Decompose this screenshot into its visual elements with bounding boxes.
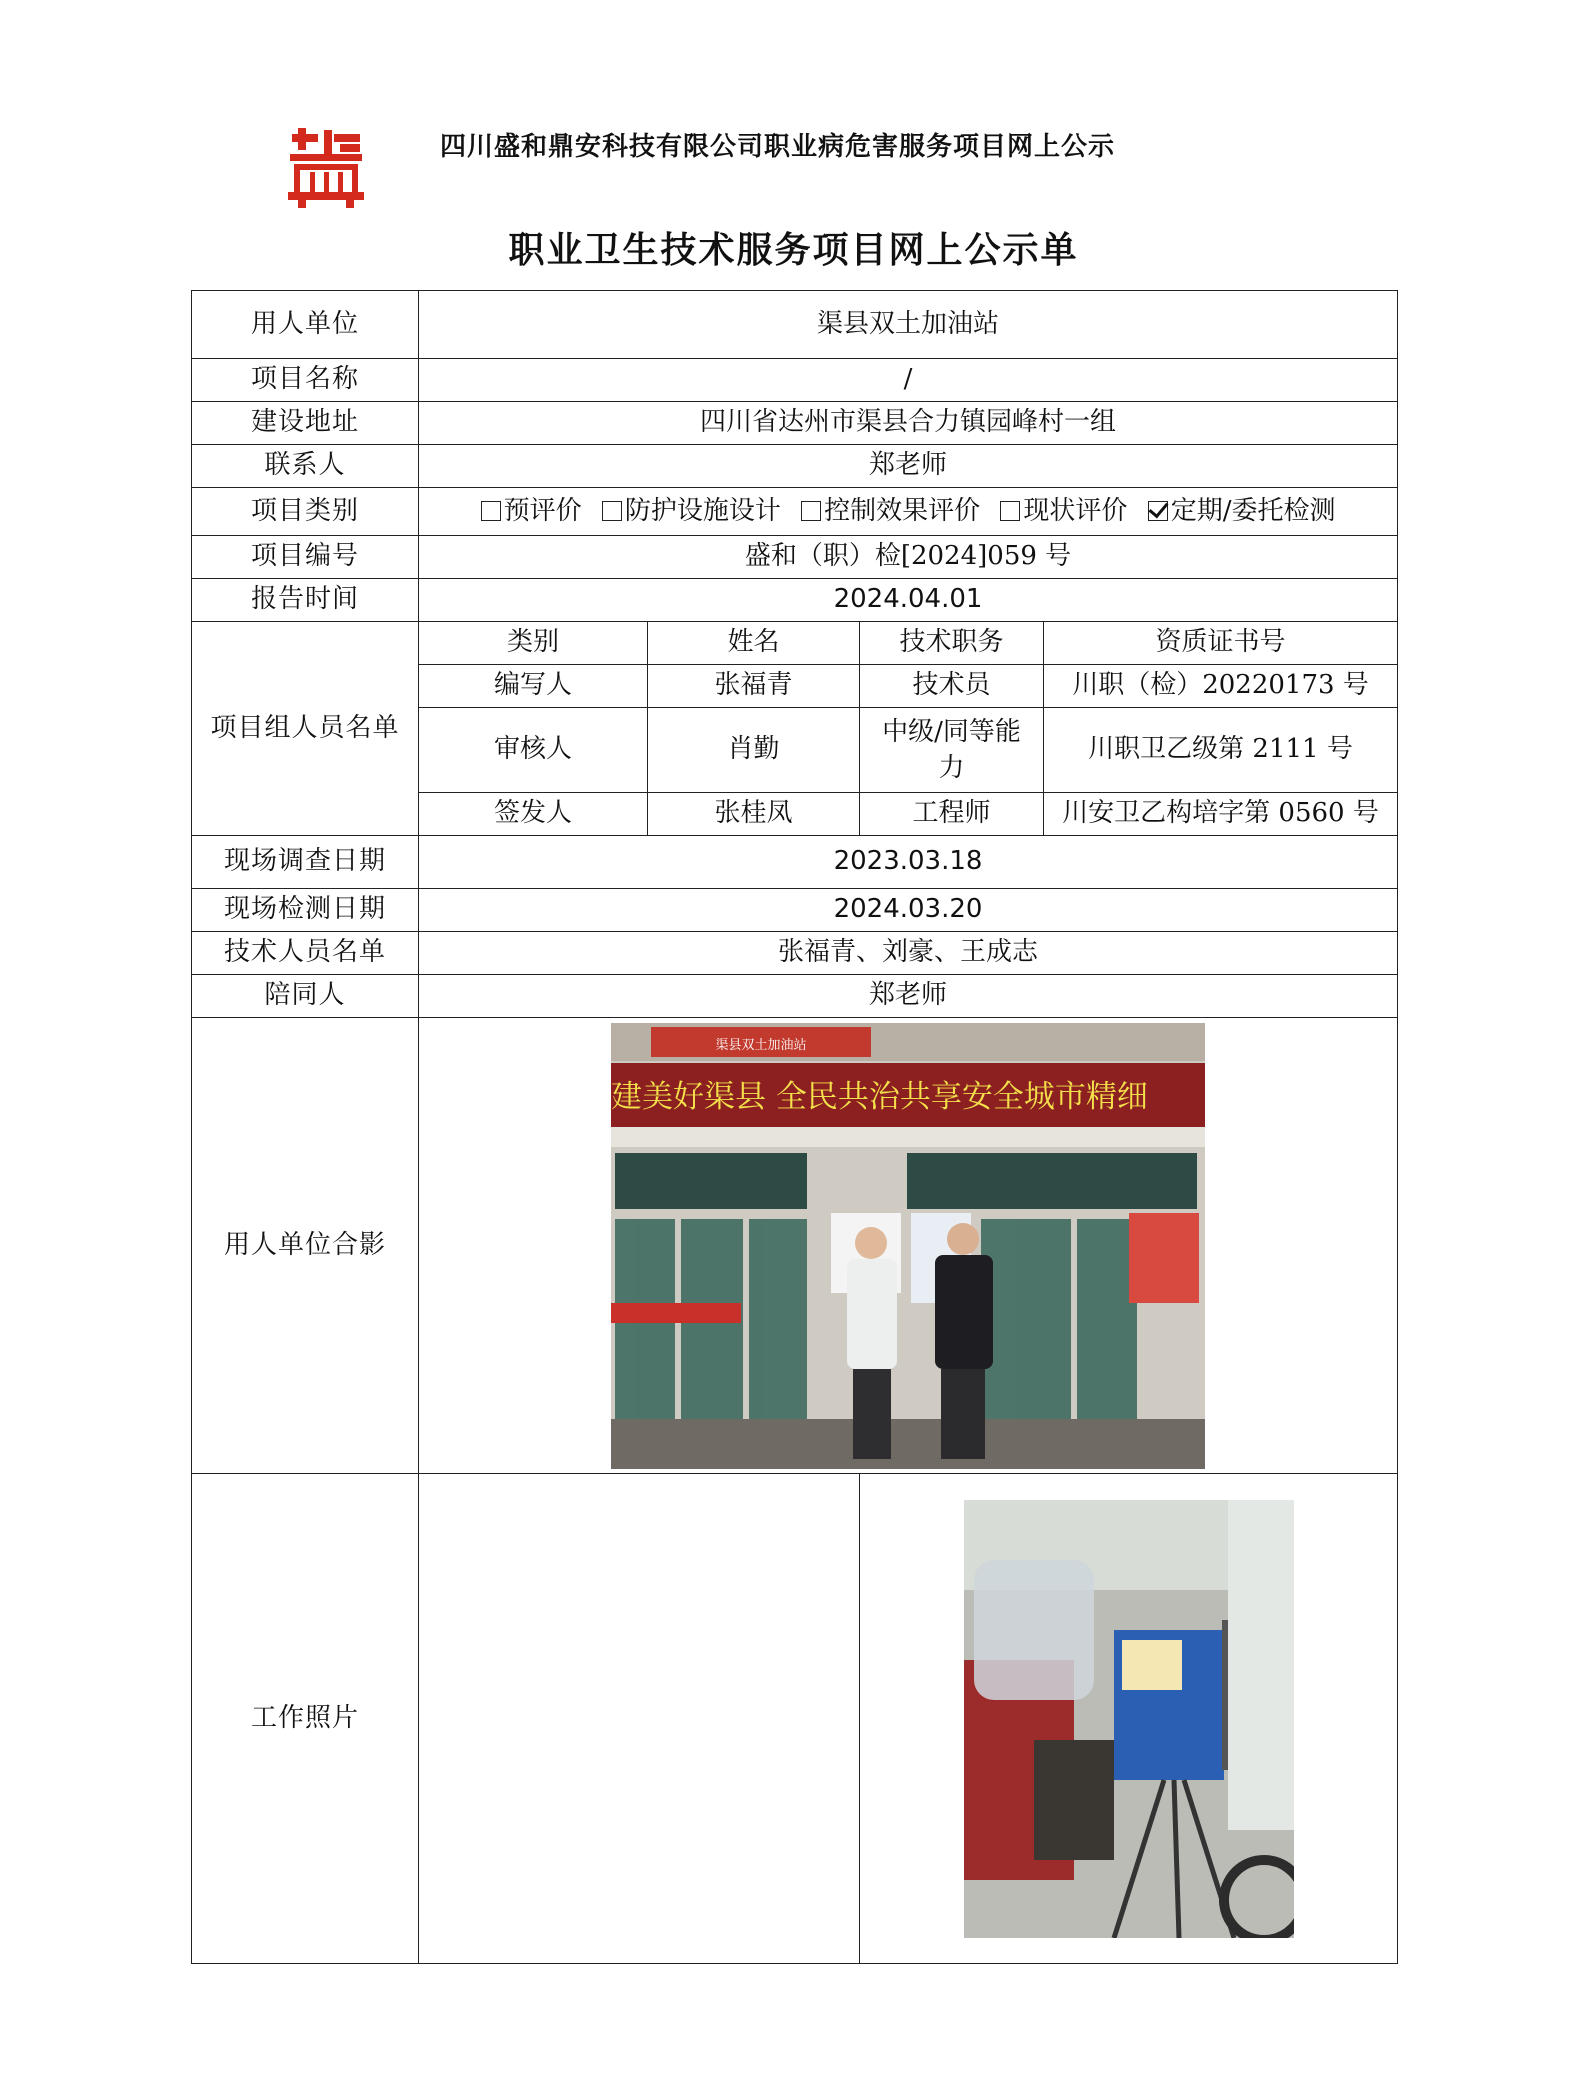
survey-date-value: 2023.03.18 [419,836,1398,889]
row-survey-date [192,836,1398,889]
svg-text:建美好渠县 全民共治共享安全城市精细: 建美好渠县 全民共治共享安全城市精细 [611,1078,1148,1115]
checkbox-icon[interactable] [801,501,821,521]
company-logo-icon [288,128,364,208]
member-title: 工程师 [860,793,1044,836]
team-header-name: 姓名 [648,622,860,665]
project-type-label: 项目类别 [192,488,419,536]
work-photo-empty-cell [419,1474,860,1964]
companion-label: 陪同人 [192,975,419,1018]
document-title: 职业卫生技术服务项目网上公示单 [508,230,1079,270]
member-title: 中级/同等能力 [860,708,1044,793]
option-status-evaluation[interactable]: 现状评价 [1000,496,1127,526]
member-role: 编写人 [419,665,648,708]
report-time-value: 2024.04.01 [419,579,1398,622]
row-address [192,402,1398,445]
test-date-value: 2024.03.20 [419,889,1398,932]
contact-label: 联系人 [192,445,419,488]
member-name: 张福青 [648,665,860,708]
technicians-label: 技术人员名单 [192,932,419,975]
test-date-label: 现场检测日期 [192,889,419,932]
technicians-value: 张福青、刘豪、王成志 [419,932,1398,975]
member-role: 签发人 [419,793,648,836]
checkbox-icon[interactable] [602,501,622,521]
team-header-role: 类别 [419,622,648,665]
checkbox-icon[interactable] [1000,501,1020,521]
team-header-cert: 资质证书号 [1044,622,1398,665]
employer-value: 渠县双土加油站 [419,291,1398,359]
disclosure-form-table [191,290,1398,1964]
survey-date-label: 现场调查日期 [192,836,419,889]
work-photo-image [964,1500,1294,1938]
row-technicians [192,932,1398,975]
team-header-row [192,622,1398,665]
companion-value: 郑老师 [419,975,1398,1018]
option-periodic-testing[interactable]: 定期/委托检测 [1148,496,1336,526]
option-protection-design[interactable]: 防护设施设计 [602,496,781,526]
row-contact [192,445,1398,488]
work-photo-label: 工作照片 [192,1474,419,1964]
project-type-options [419,488,1398,536]
report-time-label: 报告时间 [192,579,419,622]
project-name-label: 项目名称 [192,359,419,402]
row-work-photo [192,1474,1398,1964]
row-test-date [192,889,1398,932]
row-report-time [192,579,1398,622]
member-name: 张桂凤 [648,793,860,836]
contact-value: 郑老师 [419,445,1398,488]
row-project-type [192,488,1398,536]
address-label: 建设地址 [192,402,419,445]
row-companion [192,975,1398,1018]
project-no-value: 盛和（职）检[2024]059 号 [419,536,1398,579]
team-label: 项目组人员名单 [192,622,419,836]
row-employer [192,291,1398,359]
member-name: 肖勤 [648,708,860,793]
group-photo-label: 用人单位合影 [192,1018,419,1474]
member-cert: 川职卫乙级第 2111 号 [1044,708,1398,793]
option-pre-evaluation[interactable]: 预评价 [481,496,582,526]
company-title: 四川盛和鼎安科技有限公司职业病危害服务项目网上公示 [440,132,1116,161]
row-project-no [192,536,1398,579]
member-cert: 川安卫乙构培字第 0560 号 [1044,793,1398,836]
checkbox-icon[interactable] [481,501,501,521]
group-photo-image [611,1023,1205,1469]
row-group-photo [192,1018,1398,1474]
project-no-label: 项目编号 [192,536,419,579]
project-name-value: / [419,359,1398,402]
team-header-title: 技术职务 [860,622,1044,665]
address-value: 四川省达州市渠县合力镇园峰村一组 [419,402,1398,445]
member-title: 技术员 [860,665,1044,708]
member-cert: 川职（检）20220173 号 [1044,665,1398,708]
row-project-name [192,359,1398,402]
svg-text:渠县双土加油站: 渠县双土加油站 [715,1037,807,1053]
member-role: 审核人 [419,708,648,793]
checked-checkbox-icon[interactable] [1148,501,1168,521]
option-control-effect[interactable]: 控制效果评价 [801,496,980,526]
employer-label: 用人单位 [192,291,419,359]
